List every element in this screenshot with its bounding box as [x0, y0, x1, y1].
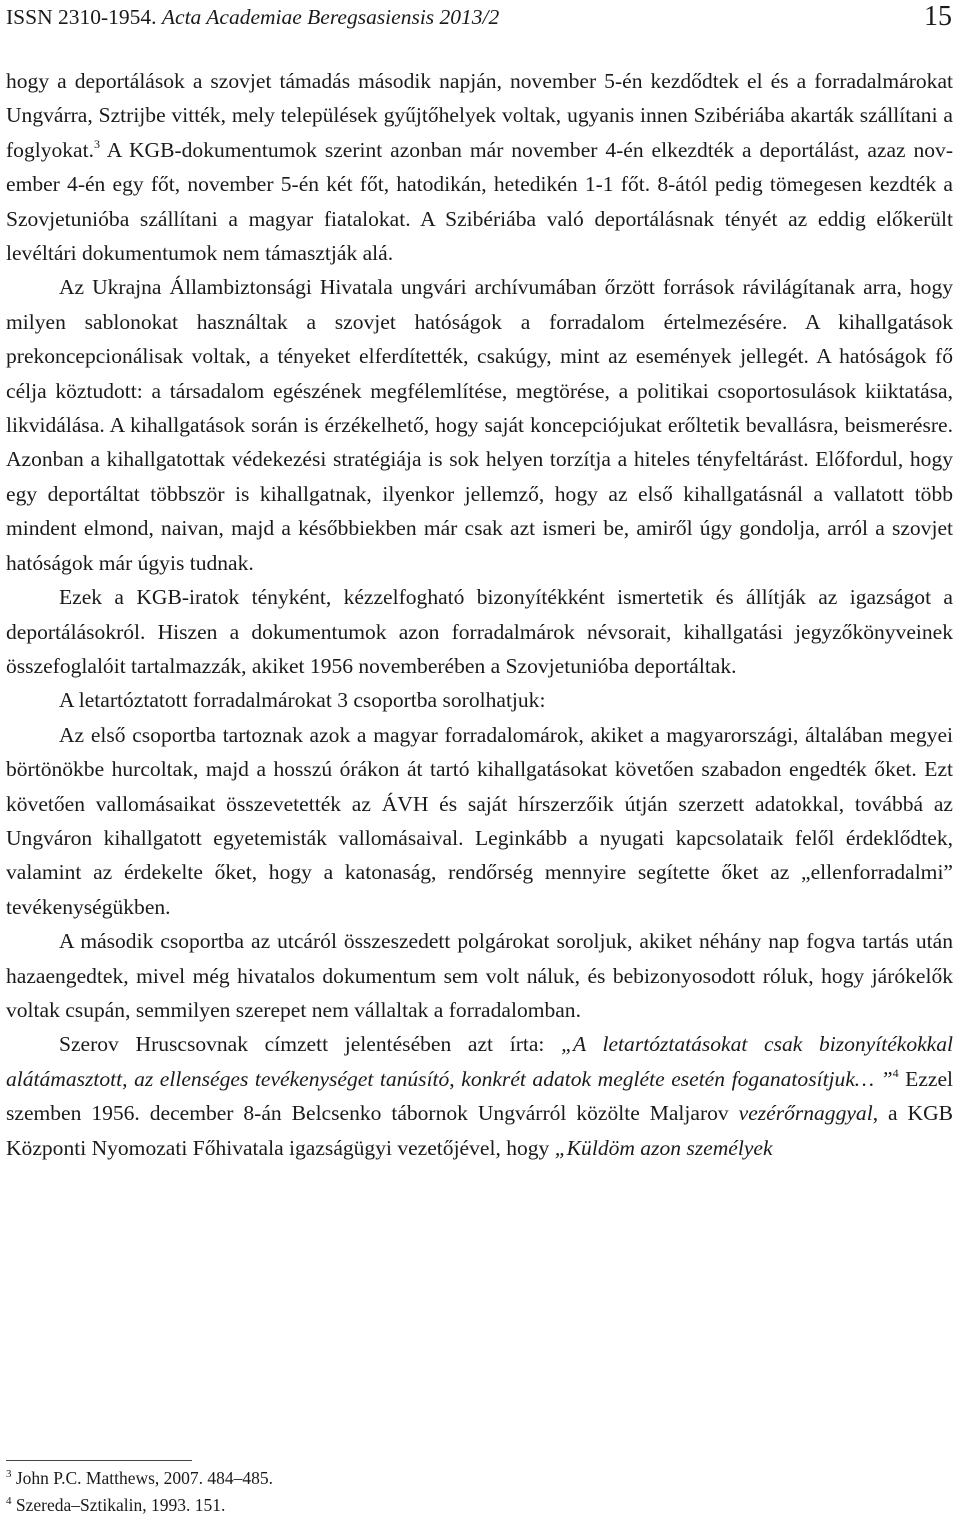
paragraph-7 — [6, 1027, 953, 1165]
footnote-number: 3 — [6, 1468, 12, 1480]
footnote-ref-3[interactable]: 3 — [93, 136, 100, 151]
paragraph-2: Az Ukrajna Állambiztonsági Hivatala ungvári archívumában őrzött források rávilágítanak arra, hogy milyen sablonokat használtak a szovjet hatóságok a forradalom értelmezésére. A kihallgatások prekoncepcionálisak voltak, a tényeket elferdítették, csakúgy, mint az események jellegét. A hatóságok fő célja köztudott: a társadalom egészének megfélemlítése, megtörése, a politikai csoportosulások kiiktatása, likvidálása. A kihallgatások során is érzékelhető, hogy saját koncepciójukat erőltetik bevallásra, beismerésre. Azonban a kihallgatottak védekezési stratégiája is sok helyen torzítja a hiteles tényfeltárást. Előfordul, hogy egy deportáltat többször is kihallgatnak, ilyenkor jellemző, hogy az első kihallgatásnál a vallatott több mindent elmond, naivan, majd a későbbiekben már csak azt ismeri be, amiről úgy gondolja, arról a szovjet hatóságok már úgyis tudnak. — [6, 275, 953, 575]
footnote-3 — [6, 1465, 906, 1492]
header-citation — [6, 2, 499, 32]
paragraph-3: Ezek a KGB-iratok tényként, kézzelfogható bizonyítékként ismertetik és állítják az igazságot a deportálásokról. Hiszen a dokumentumok azon forradalmárok névsorait, kihallgatási jegyzőkönyveinek összefoglalóit tartalmazzák, akiket 1956 novemberében a Szovjetunióba deportáltak. — [6, 585, 953, 678]
paragraph-7-text-b: Ezzel szemben 1956. december 8-án Belcsenko tábornok Ungvárról közölte Maljarov — [6, 1066, 953, 1126]
running-header — [6, 2, 952, 38]
quotation-belcsenko: „Küldöm azon személyek — [554, 1135, 773, 1160]
paragraph-5: Az első csoportba tartoznak azok a magyar forradalomárok, akiket a magyarországi, általában megyei börtönökbe hurcoltak, majd a hosszú órákon át tartó kihallgatásokat követően szabadon engedték őket. Ezt követően vallomásaikat összevetették az ÁVH és saját hírszerzőik útján szerzett adatokkal, továbbá az Ungváron kihallgatott egyetemisták vallomásaival. Leginkább a nyugati kapcsolataik felől érdeklődtek, valamint az érdekelte őket, hogy a katonaság, rendőrség mennyire segítette őket az „ellenforradalmi” tevékenységükben. — [6, 722, 953, 919]
italic-rank: vezérőrnaggyal — [738, 1101, 873, 1126]
paragraph-7-text-c: , a KGB Központi Nyomozati Főhivatala igazságügyi vezetőjével, hogy — [6, 1101, 954, 1160]
body-text — [6, 64, 953, 1165]
paragraph-1-text-a: hogy a deportálások a szovjet támadás második napján, november 5-én kezdődtek el és a forradalmárokat Ungvárra, Sztrijbe vitték, mely települések gyűjtőhelyek voltak, ugyanis innen Szibériába akarták szállítani a foglyokat. — [6, 69, 953, 162]
footnotes — [6, 1465, 906, 1519]
paragraph-1 — [6, 64, 953, 270]
footnote-4 — [6, 1492, 906, 1519]
footnote-text: Szereda–Sztikalin, 1993. 151. — [15, 1495, 226, 1515]
footnote-number: 4 — [6, 1495, 12, 1507]
journal-title: Acta Academiae Beregsasiensis 2013/2 — [161, 5, 500, 29]
paragraph-1-text-b: A KGB-dokumentumok szerint azonban már november 4-én elkezdték a deportálást, azaz november 4-én egy főt, november 5-én két főt, hatodikán, hetedikén 1-1 főt. 8-ától pedig tömegesen kezdték a Szovjetunióba szállítani a magyar fiatalokat. A Szibériába való deportálásnak tényét az eddig előkerült levéltári dokumentumok nem támasztják alá. — [6, 137, 953, 266]
paragraph-7-text-a: Szerov Hruscsovnak címzett jelentésében azt írta: — [59, 1032, 562, 1057]
footnote-ref-4[interactable]: 4 — [892, 1065, 899, 1080]
issn-text: ISSN 2310-1954. — [6, 5, 157, 29]
page-number: 15 — [924, 1, 952, 32]
footnote-divider — [6, 1460, 192, 1461]
paragraph-6: A második csoportba az utcáról összeszedett polgárokat soroljuk, akiket néhány nap fogva tartás után hazaengedtek, mivel még hivatalos dokumentum sem volt náluk, és bebizonyosodott róluk, hogy járókelők voltak csupán, semmilyen szerepet nem vállaltak a forradalomban. — [6, 929, 953, 1022]
footnote-text: John P.C. Matthews, 2007. 484–485. — [15, 1468, 274, 1488]
paragraph-4: A letartóztatott forradalmárokat 3 csoportba sorolhatjuk: — [59, 688, 546, 713]
quotation-serov: „A letartóztatásokat csak bizonyítékokkal alátámasztott, az ellenséges tevékenységet tanúsító, konkrét adatok megléte esetén foganatosítjuk… ” — [6, 1032, 953, 1091]
